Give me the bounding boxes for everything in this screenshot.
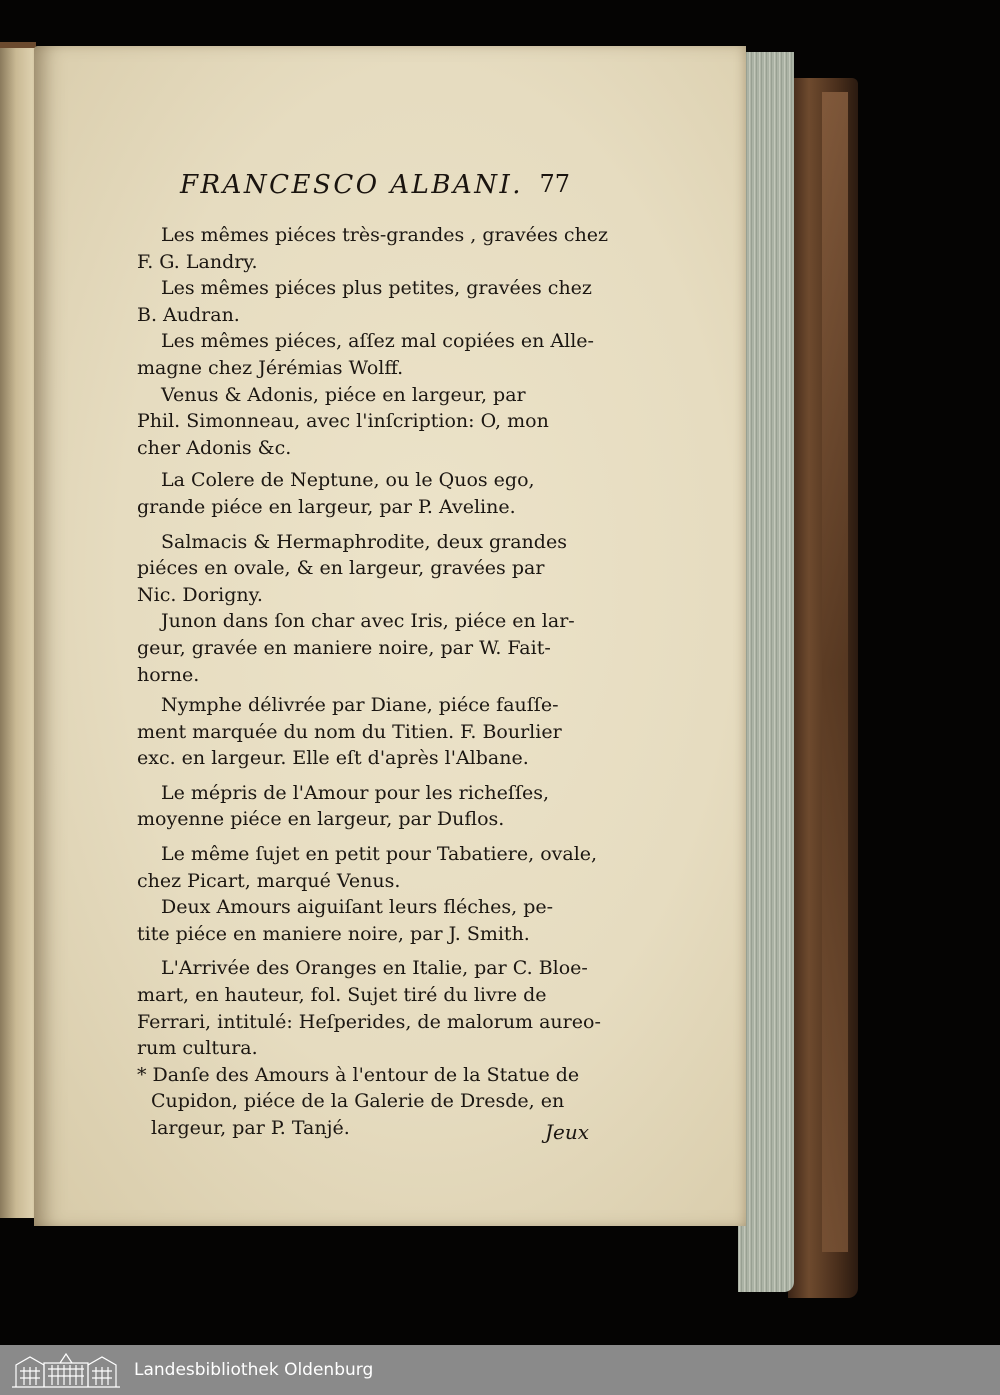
text-line: Les mêmes piéces très-grandes , gravées chez <box>161 224 609 246</box>
text-line: magne chez Jérémias Wolff. <box>137 356 404 379</box>
text-line: Le même ſujet en petit pour Tabatiere, ovale, <box>161 843 598 866</box>
text-line: geur, gravée en maniere noire, par W. Fait- <box>137 636 551 659</box>
leather-binding <box>822 92 848 1252</box>
running-title: FRANCESCO ALBANI. <box>180 170 524 200</box>
text-line: Nymphe délivrée par Diane, piéce fauſſe- <box>161 694 559 717</box>
text-line: Le mépris de l'Amour pour les richeſſes, <box>161 781 550 804</box>
text-line: mart, en hauteur, fol. Sujet tiré du livre de <box>137 984 547 1007</box>
text-line: cher Adonis &c. <box>137 436 292 459</box>
library-name: Landesbibliothek Oldenburg <box>134 1360 374 1380</box>
text-line: Les mêmes piéces, aſſez mal copiées en Alle- <box>161 330 594 353</box>
text-line: Nic. Dorigny. <box>137 583 263 606</box>
text-line: Salmacis & Hermaphrodite, deux grandes <box>161 530 567 553</box>
text-line: horne. <box>137 663 200 686</box>
text-line: Venus & Adonis, piéce en largeur, par <box>161 383 526 406</box>
text-line: Deux Amours aiguiſant leurs fléches, pe- <box>161 896 554 919</box>
text-line: B. Audran. <box>137 303 240 326</box>
text-line: Cupidon, piéce de la Galerie de Dresde, en <box>151 1090 565 1113</box>
text-line: piéces en ovale, & en largeur, gravées par <box>137 557 545 580</box>
library-building-icon <box>10 1351 122 1389</box>
footer-bar <box>0 1345 1000 1395</box>
text-line: * Danſe des Amours à l'entour de la Statue de <box>137 1063 580 1086</box>
page-number: 77 <box>539 170 570 198</box>
text-line: grande piéce en largeur, par P. Aveline. <box>137 495 516 518</box>
text-block <box>137 222 609 1144</box>
text-line: moyenne piéce en largeur, par Duflos. <box>137 808 505 831</box>
text-line: largeur, par P. Tanjé. <box>151 1117 350 1139</box>
text-line: rum cultura. <box>137 1037 258 1060</box>
text-line: Junon dans ſon char avec Iris, piéce en lar- <box>161 610 575 633</box>
text-line: La Colere de Neptune, ou le Quos ego, <box>161 469 535 492</box>
text-line: L'Arrivée des Oranges en Italie, par C. Bloe- <box>161 957 588 980</box>
text-line: exc. en largeur. Elle eſt d'après l'Albane. <box>137 747 529 770</box>
text-line: ment marquée du nom du Titien. F. Bourlier <box>137 720 562 743</box>
text-line: tite piéce en maniere noire, par J. Smith. <box>137 922 530 945</box>
text-line: chez Picart, marqué Venus. <box>137 869 401 892</box>
text-line: Les mêmes piéces plus petites, gravées chez <box>161 277 592 300</box>
running-header <box>180 170 580 204</box>
catchword: Jeux <box>545 1120 590 1144</box>
page-block-edge <box>738 52 794 1292</box>
text-line: Phil. Simonneau, avec l'inſcription: O, mon <box>137 410 549 433</box>
text-line: Ferrari, intitulé: Heſperides, de malorum aureo- <box>137 1010 601 1033</box>
text-line: F. G. Landry. <box>137 250 258 273</box>
